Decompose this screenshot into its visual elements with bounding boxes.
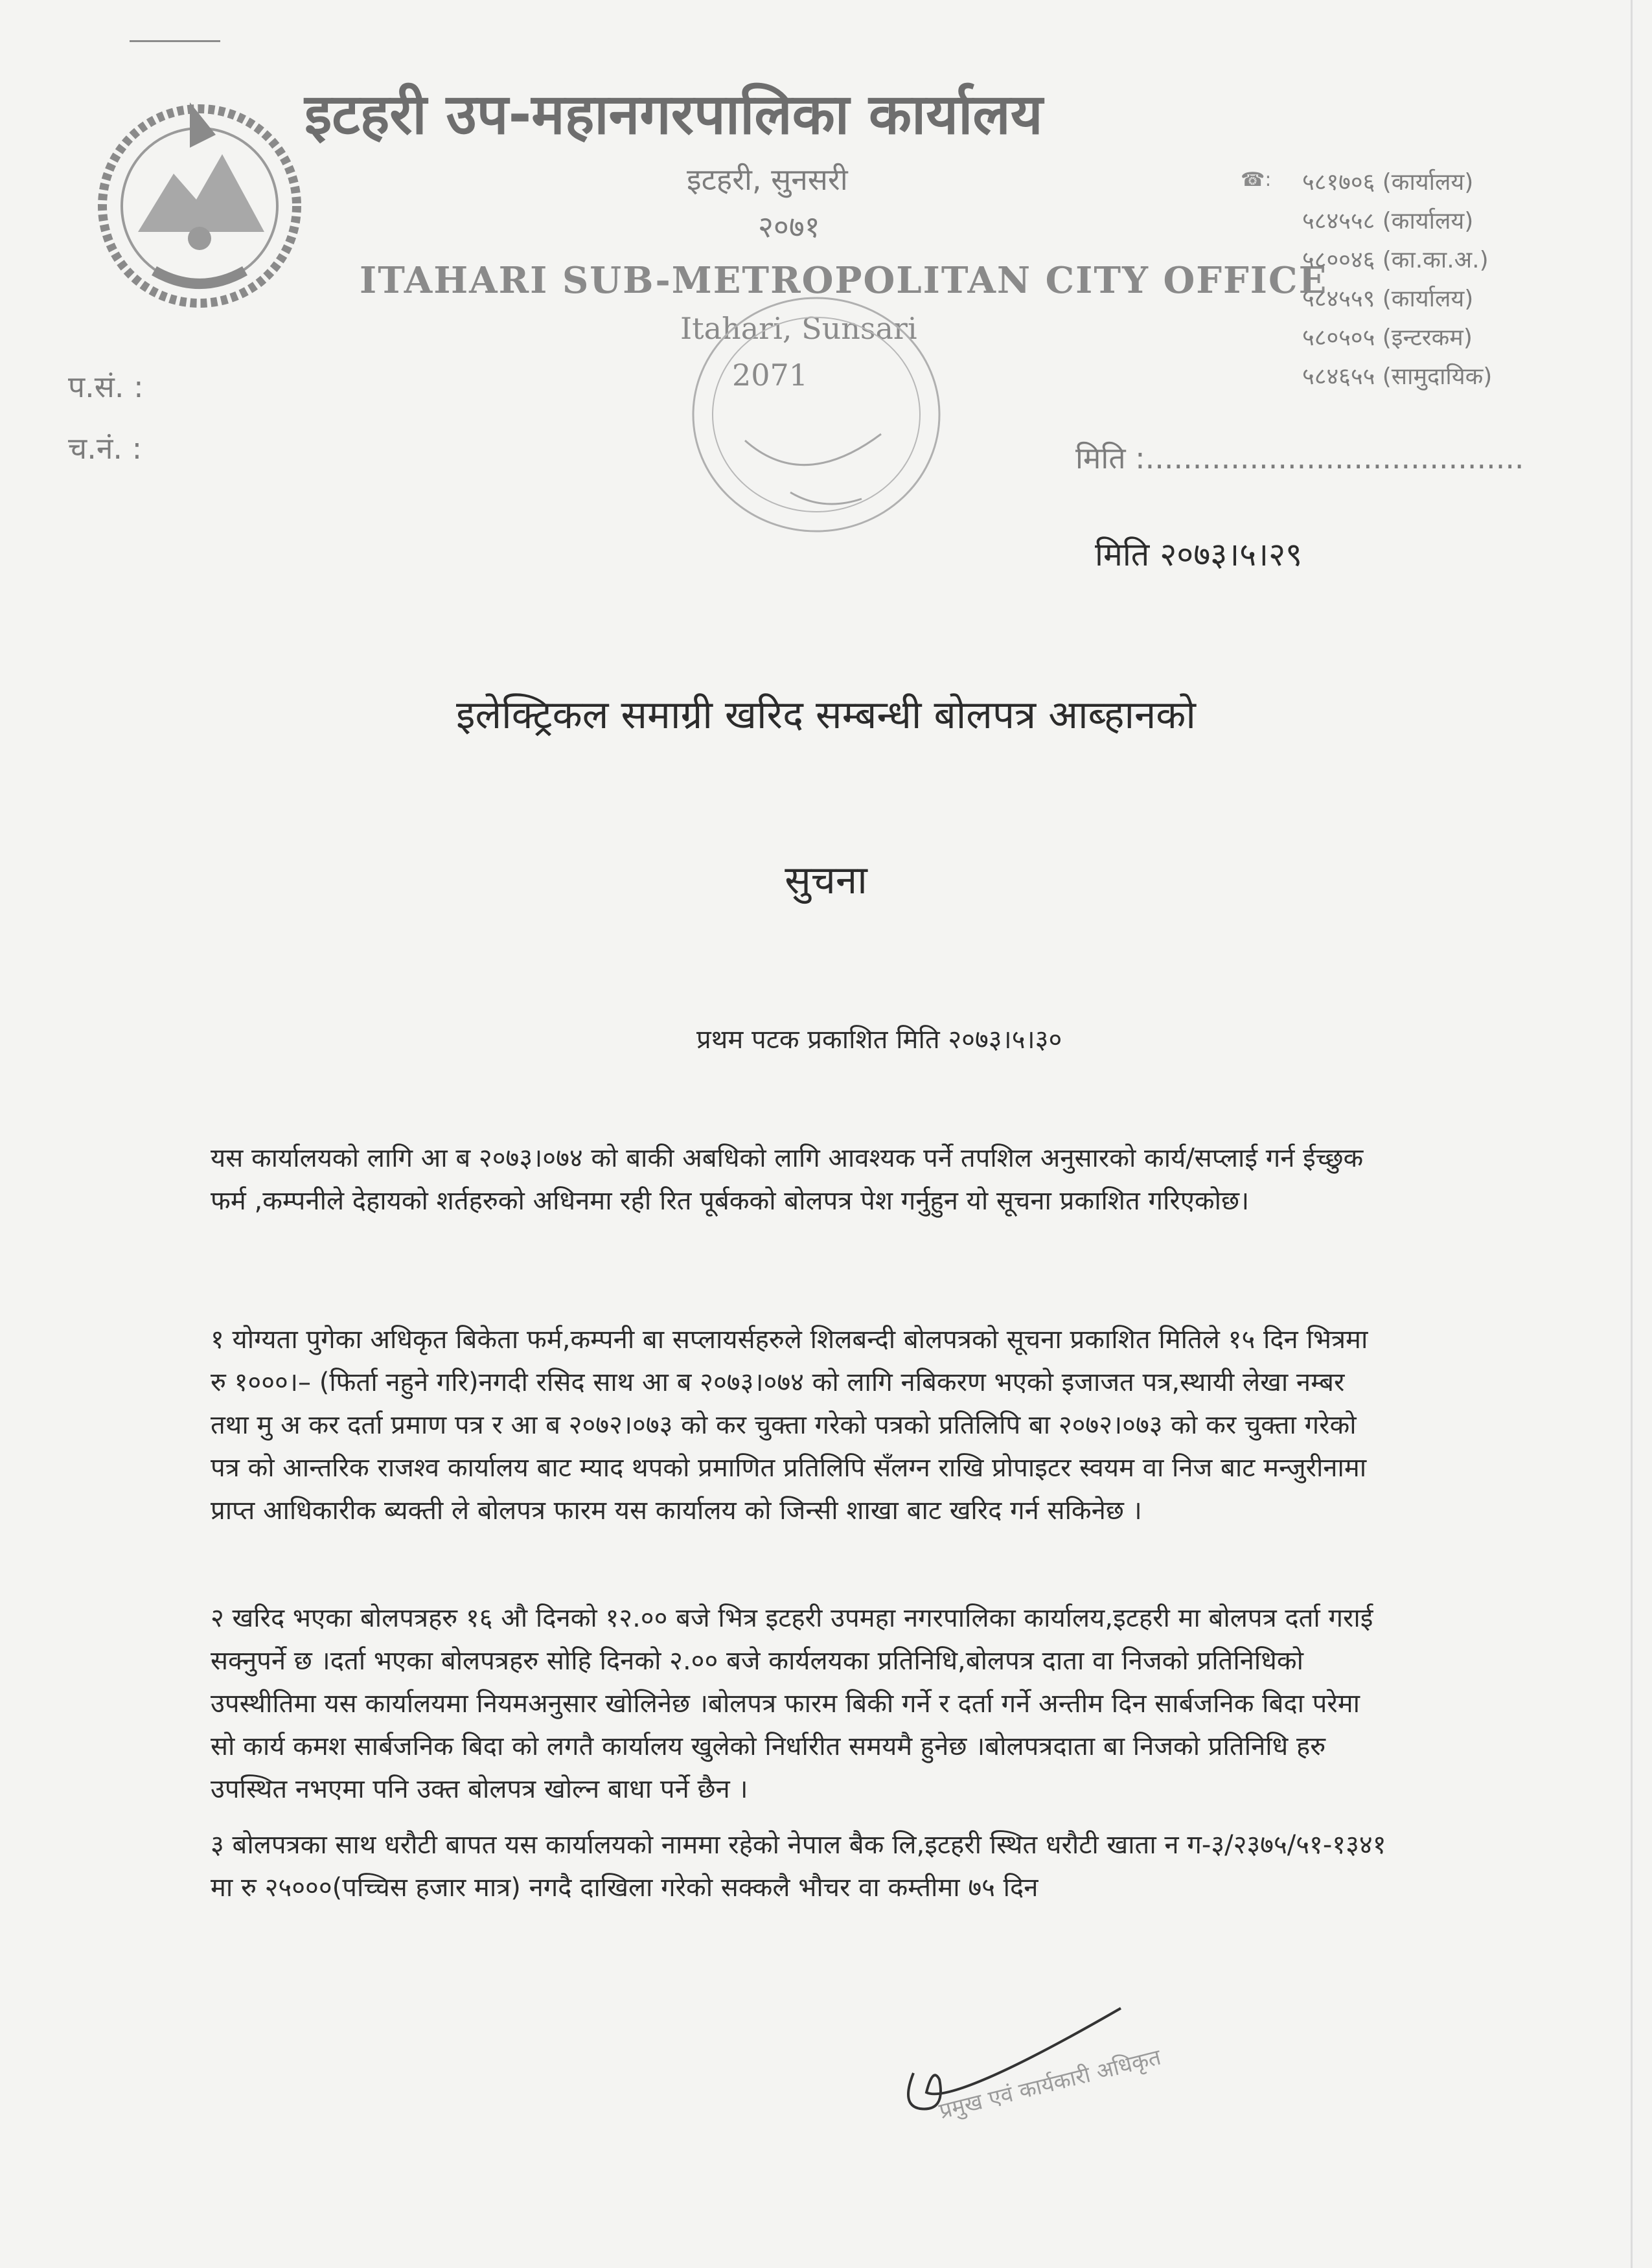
established-year-nepali: २०७१ [758, 209, 820, 244]
phone-number: ५८४६५५ (सामुदायिक) [1302, 363, 1493, 390]
phone-number: ५८४५५९ (कार्यालय) [1302, 286, 1474, 312]
reference-number-label: प.सं. : [68, 369, 144, 404]
notice-heading: इलेक्ट्रिकल समाग्री खरिद सम्बन्धी बोलपत्र आब्हानको [456, 693, 1196, 738]
published-date: प्रथम पटक प्रकाशित मिति २०७३।५।३० [696, 1025, 1062, 1055]
phone-icon: ☎: [1241, 168, 1272, 191]
condition-text: ३ बोलपत्रका साथ धरौटी बापत यस कार्यालयको नाममा रहेको नेपाल बैक लि,इटहरी स्थित धरौटी खाता न ग-३/२३७५/५१-१३४१ मा रु २५०००(पच्चिस हजार मात्र) नगदै दाखिला गरेको सक्कलै भौचर वा कम्तीमा ७५ दिन [211, 1830, 1386, 1903]
established-year-english: 2071 [732, 358, 809, 393]
office-name-english: ITAHARI SUB-METROPOLITAN CITY OFFICE [360, 259, 1328, 302]
notice-subheading: सुचना [785, 858, 867, 903]
phone-number: ५८१७०६ (कार्यालय) [1302, 169, 1474, 196]
intro-text: यस कार्यालयको लागि आ ब २०७३।०७४ को बाकी अबधिको लागि आवश्यक पर्ने तपशिल अनुसारको कार्य/सप्लाई गर्न ईच्छुक फर्म ,कम्पनीले देहायको शर्तहरुको अधिनमा रही रित पूर्बकको बोलपत्र पेश गर्नुहुन यो सूचना प्रकाशित गरिएकोछ। [211, 1143, 1364, 1216]
office-name-nepali: इटहरी उप-महानगरपालिका कार्यालय [304, 82, 1043, 147]
corner-mark [130, 40, 220, 42]
condition-text: १ योग्यता पुगेका अधिकृत बिकेता फर्म,कम्पनी बा सप्लायर्सहरुले शिलबन्दी बोलपत्रको सूचना प्रकाशित मितिले १५ दिन भित्रमा रु १०००।– (फिर्ता नहुने गरि)नगदी रसिद साथ आ ब २०७३।०७४ को लागि नबिकरण भएको इजाजत पत्र,स्थायी लेखा नम्बर तथा मु अ कर दर्ता प्रमाण पत्र र आ ब २०७२।०७३ को कर चुक्ता गरेको पत्रको प्रतिलिपि बा २०७२।०७३ को कर चुक्ता गरेको पत्र को आन्तरिक राजश्व कार्यालय बाट म्याद थपको प्रमाणित प्रतिलिपि सँलग्न राखि प्रोपाइटर स्वयम वा निज बाट मन्जुरीनामा प्राप्त आधिकारीक ब्यक्ती ले बोलपत्र फारम यस कार्यालय को जिन्सी शाखा बाट खरिद गर्न सकिनेछ । [211, 1325, 1368, 1526]
nepal-emblem-icon [76, 76, 323, 323]
condition-2 [211, 1597, 1390, 1811]
intro-paragraph [211, 1137, 1390, 1222]
phone-number: ५८४५५८ (कार्यालय) [1302, 208, 1474, 235]
notice-date: मिति २०७३।५।२९ [1095, 536, 1303, 573]
condition-3 [211, 1824, 1390, 1909]
page-edge [1631, 0, 1633, 2268]
office-location-nepali: इटहरी, सुनसरी [687, 162, 848, 197]
office-location-english: Itahari, Sunsari [680, 311, 917, 346]
phone-number: ५८००४६ (का.का.अ.) [1302, 247, 1489, 273]
condition-1 [211, 1318, 1390, 1532]
dispatch-number-label: च.नं. : [68, 431, 143, 466]
condition-text: २ खरिद भएका बोलपत्रहरु १६ औ दिनको १२.०० बजे भित्र इटहरी उपमहा नगरपालिका कार्यालय,इटहरी मा बोलपत्र दर्ता गराई सक्नुपर्ने छ ।दर्ता भएका बोलपत्रहरु सोहि दिनको २.०० बजे कार्यलयका प्रतिनिधि,बोलपत्र दाता वा निजको प्रतिनिधिको उपस्थीतिमा यस कार्यालयमा नियमअनुसार खोलिनेछ ।बोलपत्र फारम बिकी गर्ने र दर्ता गर्ने अन्तीम दिन सार्बजनिक बिदा परेमा सो कार्य कमश सार्बजनिक बिदा को लगतै कार्यालय खुलेको निर्धारीत समयमै हुनेछ ।बोलपत्रदाता बा निजको प्रतिनिधि हरु उपस्थित नभएमा पनि उक्त बोलपत्र खोल्न बाधा पर्ने छैन । [211, 1603, 1373, 1804]
date-field-label: मिति :........................................ [1075, 441, 1524, 475]
signatory-stamp-text: प्रमुख एवं कार्यकारी अधिकृत [936, 2044, 1164, 2125]
office-stamp [674, 279, 959, 551]
phone-number: ५८०५०५ (इन्टरकम) [1302, 325, 1473, 351]
